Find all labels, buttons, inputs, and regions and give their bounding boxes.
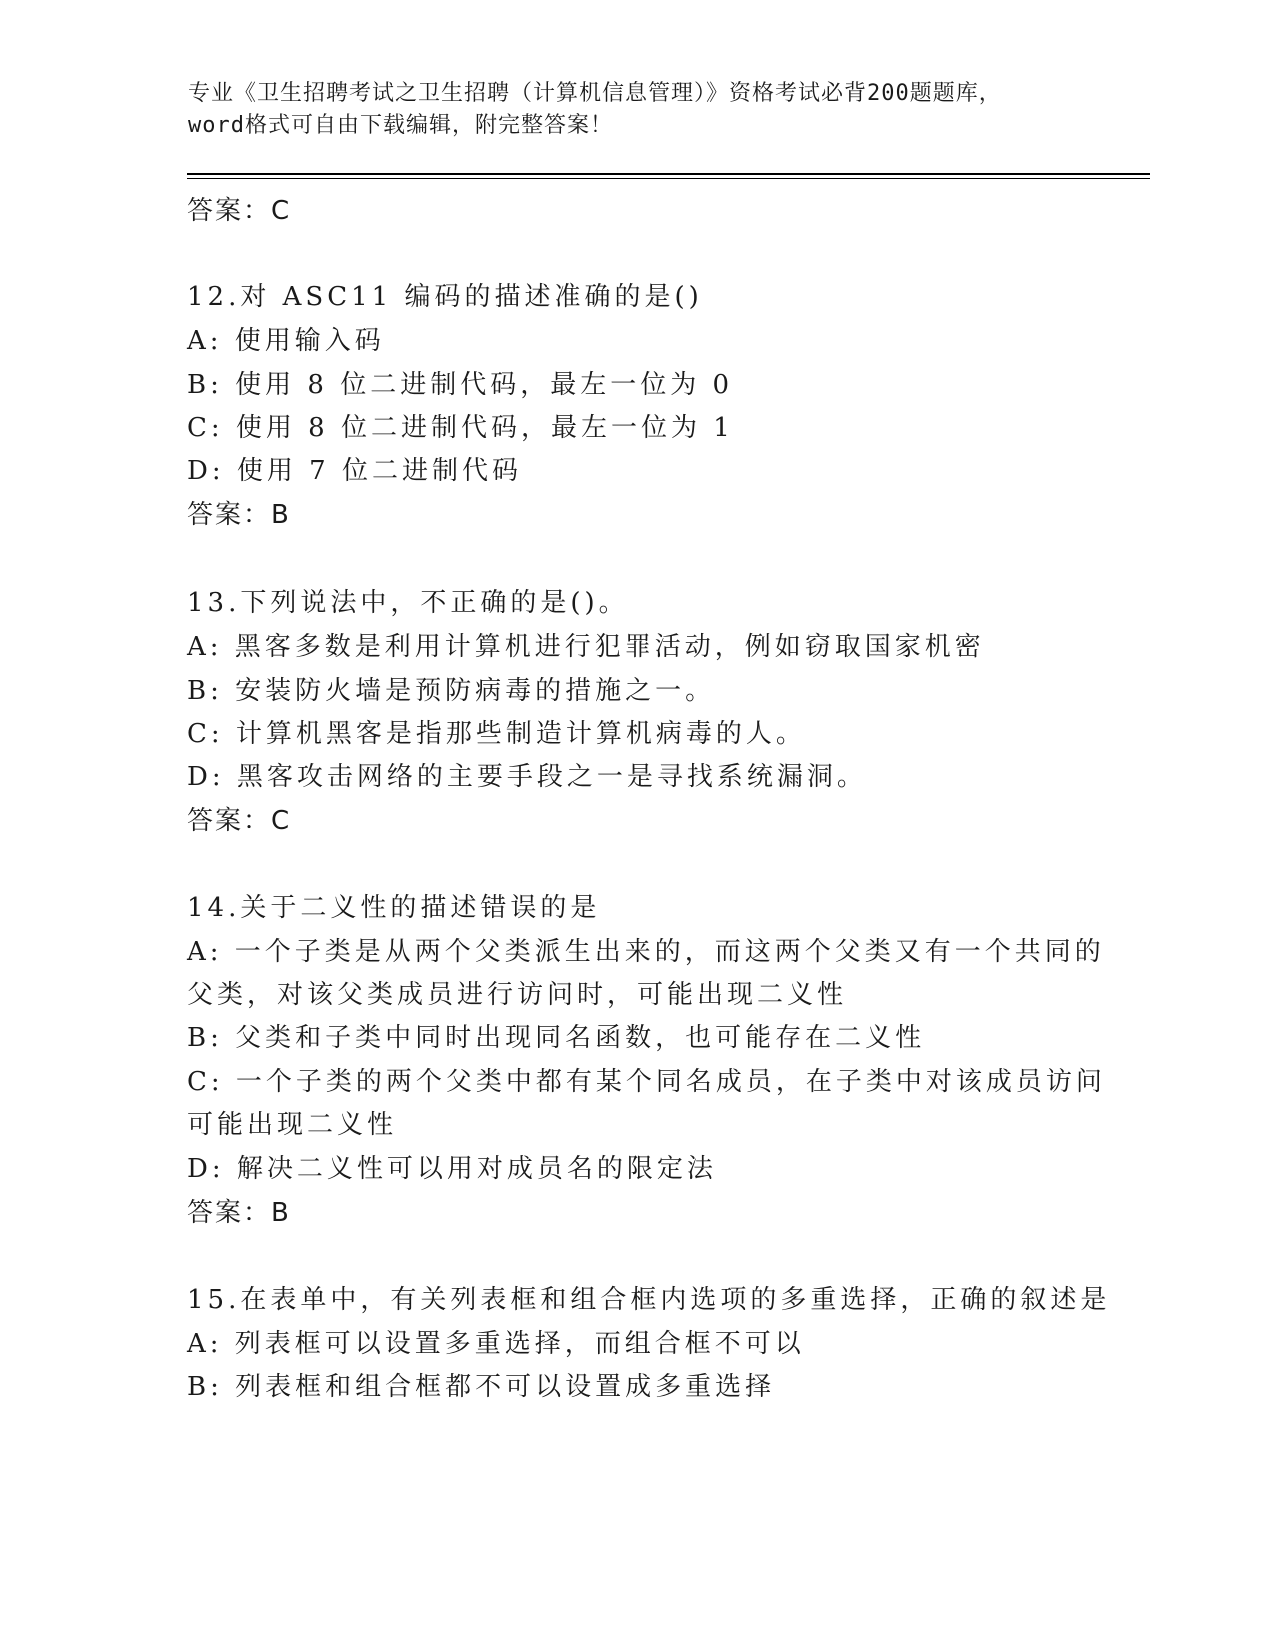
previous-answer: 答案：C: [187, 196, 292, 226]
option-c-line-2: 可能出现二义性: [187, 1110, 398, 1140]
option-d: D: 解决二义性可以用对成员名的限定法: [187, 1154, 717, 1184]
option-b: B: 列表框和组合框都不可以设置成多重选择: [187, 1372, 776, 1402]
answer: 答案：C: [187, 806, 292, 836]
question-stem: 14.关于二义性的描述错误的是: [187, 893, 601, 923]
option-c: C: 使用 8 位二进制代码，最左一位为 1: [187, 413, 734, 443]
header-rule-thin: [187, 178, 1150, 179]
header-rule-thick: [187, 173, 1150, 175]
option-c: C: 计算机黑客是指那些制造计算机病毒的人。: [187, 719, 806, 749]
option-b: B: 使用 8 位二进制代码，最左一位为 0: [187, 370, 734, 400]
answer: 答案：B: [187, 500, 291, 530]
document-title-line-2: word格式可自由下载编辑，附完整答案！: [188, 113, 613, 138]
answer: 答案：B: [187, 1198, 291, 1228]
option-d: D: 黑客攻击网络的主要手段之一是寻找系统漏洞。: [187, 762, 867, 792]
option-a: A: 列表框可以设置多重选择，而组合框不可以: [187, 1329, 805, 1359]
question-stem: 15.在表单中，有关列表框和组合框内选项的多重选择，正确的叙述是: [187, 1285, 1111, 1315]
option-a-line-1: A: 一个子类是从两个父类派生出来的，而这两个父类又有一个共同的: [187, 937, 1105, 967]
option-a: A: 黑客多数是利用计算机进行犯罪活动，例如窃取国家机密: [187, 632, 985, 662]
option-b: B: 安装防火墙是预防病毒的措施之一。: [187, 676, 716, 706]
option-b: B: 父类和子类中同时出现同名函数，也可能存在二义性: [187, 1023, 926, 1053]
option-c-line-1: C: 一个子类的两个父类中都有某个同名成员，在子类中对该成员访问: [187, 1067, 1106, 1097]
question-stem: 13.下列说法中，不正确的是()。: [187, 588, 629, 618]
option-d: D: 使用 7 位二进制代码: [187, 456, 522, 486]
document-title-line-1: 专业《卫生招聘考试之卫生招聘（计算机信息管理）》资格考试必背200题题库，: [188, 81, 1002, 106]
option-a: A: 使用输入码: [187, 326, 385, 356]
question-stem: 12.对 ASC11 编码的描述准确的是(): [187, 282, 703, 312]
option-a-line-2: 父类，对该父类成员进行访问时，可能出现二义性: [187, 980, 848, 1010]
